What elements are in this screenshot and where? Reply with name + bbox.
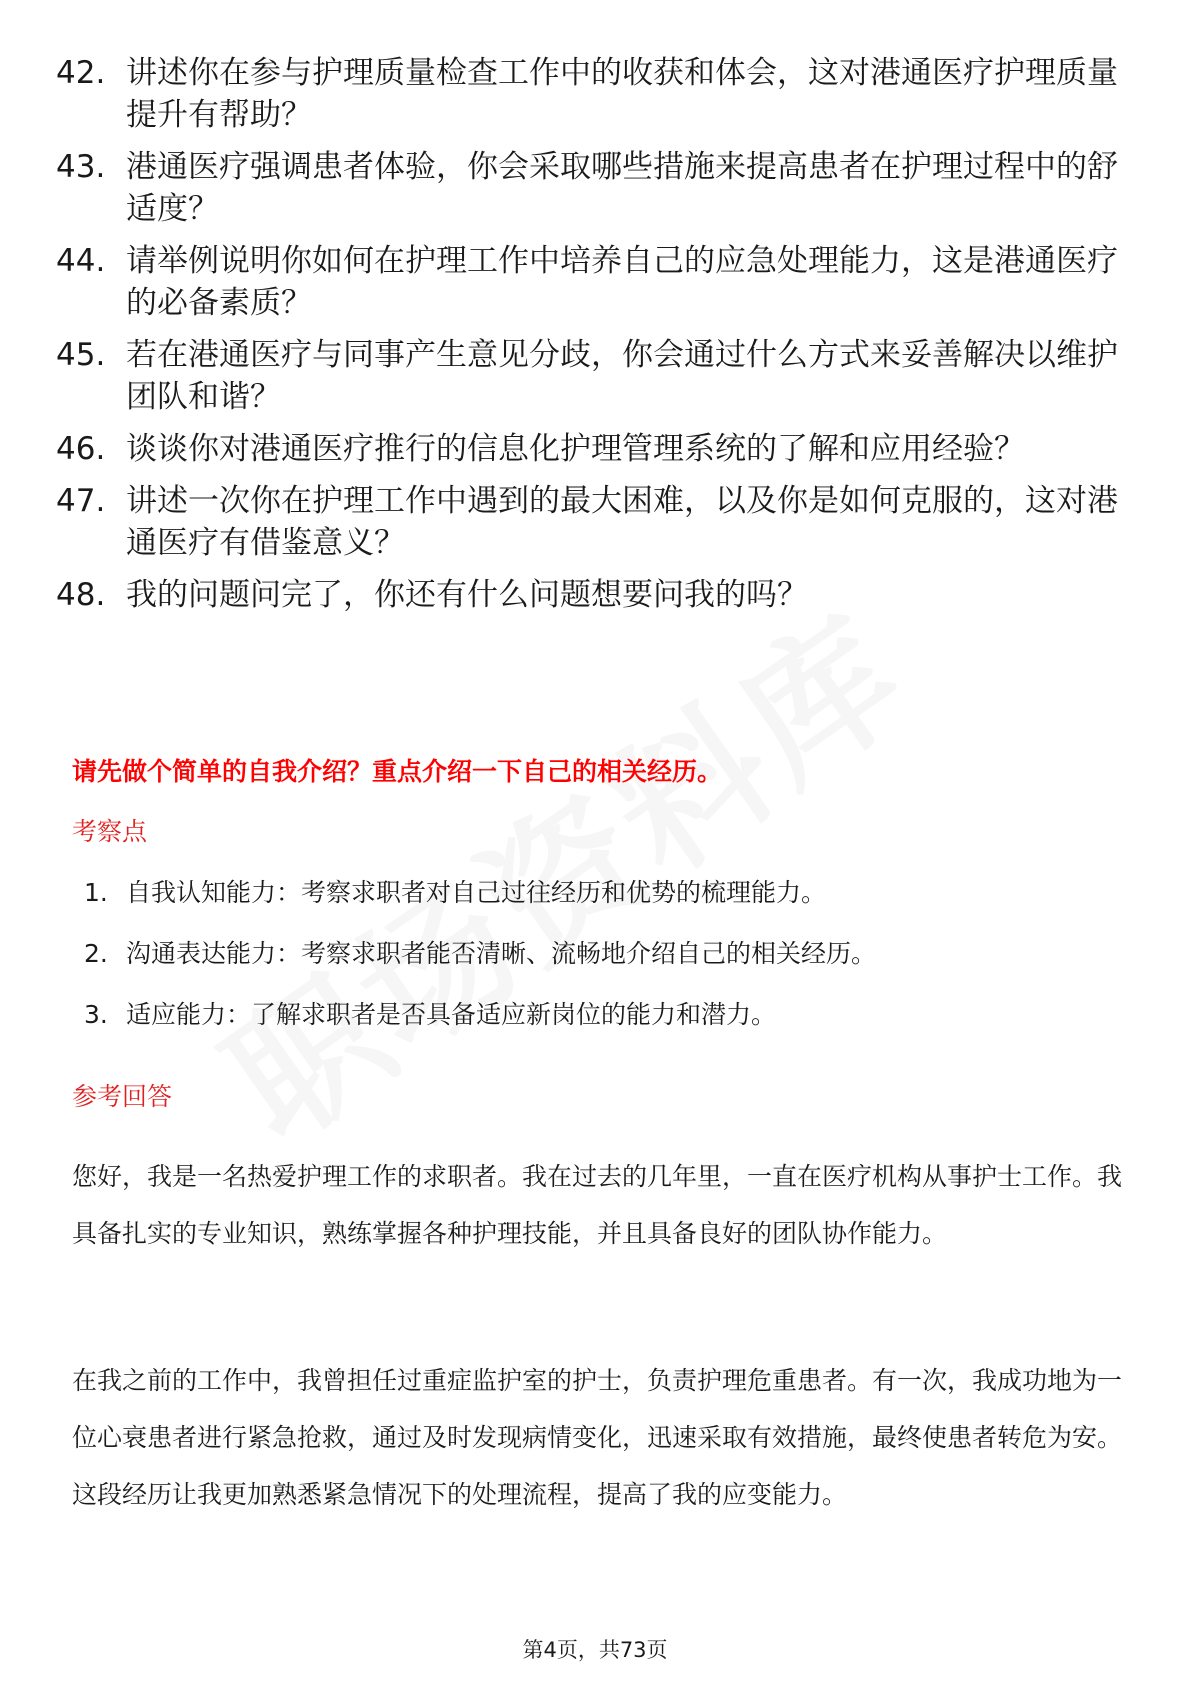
question-text: 请举例说明你如何在护理工作中培养自己的应急处理能力，这是港通医疗的必备素质？	[126, 243, 1118, 321]
question-item	[56, 146, 1136, 230]
reference-answer-heading: 参考回答	[72, 1082, 173, 1111]
point-number: 1.	[84, 878, 108, 907]
point-text: 适应能力：了解求职者是否具备适应新岗位的能力和潜力。	[126, 1000, 777, 1029]
examine-points-heading: 考察点	[72, 817, 148, 846]
question-number: 42.	[56, 55, 106, 91]
question-text: 港通医疗强调患者体验，你会采取哪些措施来提高患者在护理过程中的舒适度？	[126, 149, 1118, 227]
question-text: 我的问题问完了，你还有什么问题想要问我的吗？	[126, 577, 808, 613]
answer-paragraph: 您好，我是一名热爱护理工作的求职者。我在过去的几年里，一直在医疗机构从事护士工作。我具备扎实的专业知识，熟练掌握各种护理技能，并且具备良好的团队协作能力。	[72, 1162, 1123, 1248]
question-number: 46.	[56, 431, 106, 467]
examine-point-item	[84, 876, 1124, 910]
page-number: 第4页，共73页	[522, 1638, 668, 1662]
section-title: 请先做个简单的自我介绍？重点介绍一下自己的相关经历。	[72, 757, 723, 786]
question-item	[56, 574, 1136, 616]
watermark	[179, 556, 942, 1180]
question-item	[56, 240, 1136, 324]
question-number: 44.	[56, 243, 106, 279]
question-text: 若在港通医疗与同事产生意见分歧，你会通过什么方式来妥善解决以维护团队和谐？	[126, 337, 1118, 415]
point-text: 沟通表达能力：考察求职者能否清晰、流畅地介绍自己的相关经历。	[126, 939, 877, 968]
question-number: 47.	[56, 483, 106, 519]
question-item	[56, 480, 1136, 564]
question-item	[56, 52, 1136, 136]
examine-points-list	[84, 876, 1124, 1059]
point-number: 3.	[84, 1000, 108, 1029]
question-item	[56, 428, 1136, 470]
examine-point-item	[84, 937, 1124, 971]
point-number: 2.	[84, 939, 108, 968]
question-number: 48.	[56, 577, 106, 613]
question-item	[56, 334, 1136, 418]
question-list	[56, 52, 1136, 626]
question-text: 讲述你在参与护理质量检查工作中的收获和体会，这对港通医疗护理质量提升有帮助？	[126, 55, 1118, 133]
question-number: 45.	[56, 337, 106, 373]
point-text: 自我认知能力：考察求职者对自己过往经历和优势的梳理能力。	[126, 878, 827, 907]
question-text: 讲述一次你在护理工作中遇到的最大困难，以及你是如何克服的，这对港通医疗有借鉴意义？	[126, 483, 1118, 561]
question-number: 43.	[56, 149, 106, 185]
examine-point-item	[84, 998, 1124, 1032]
answer-paragraph: 在我之前的工作中，我曾担任过重症监护室的护士，负责护理危重患者。有一次，我成功地为一位心衰患者进行紧急抢救，通过及时发现病情变化，迅速采取有效措施，最终使患者转危为安。这段经历让我更加熟悉紧急情况下的处理流程，提高了我的应变能力。	[72, 1366, 1123, 1509]
question-text: 谈谈你对港通医疗推行的信息化护理管理系统的了解和应用经验？	[126, 431, 1025, 467]
